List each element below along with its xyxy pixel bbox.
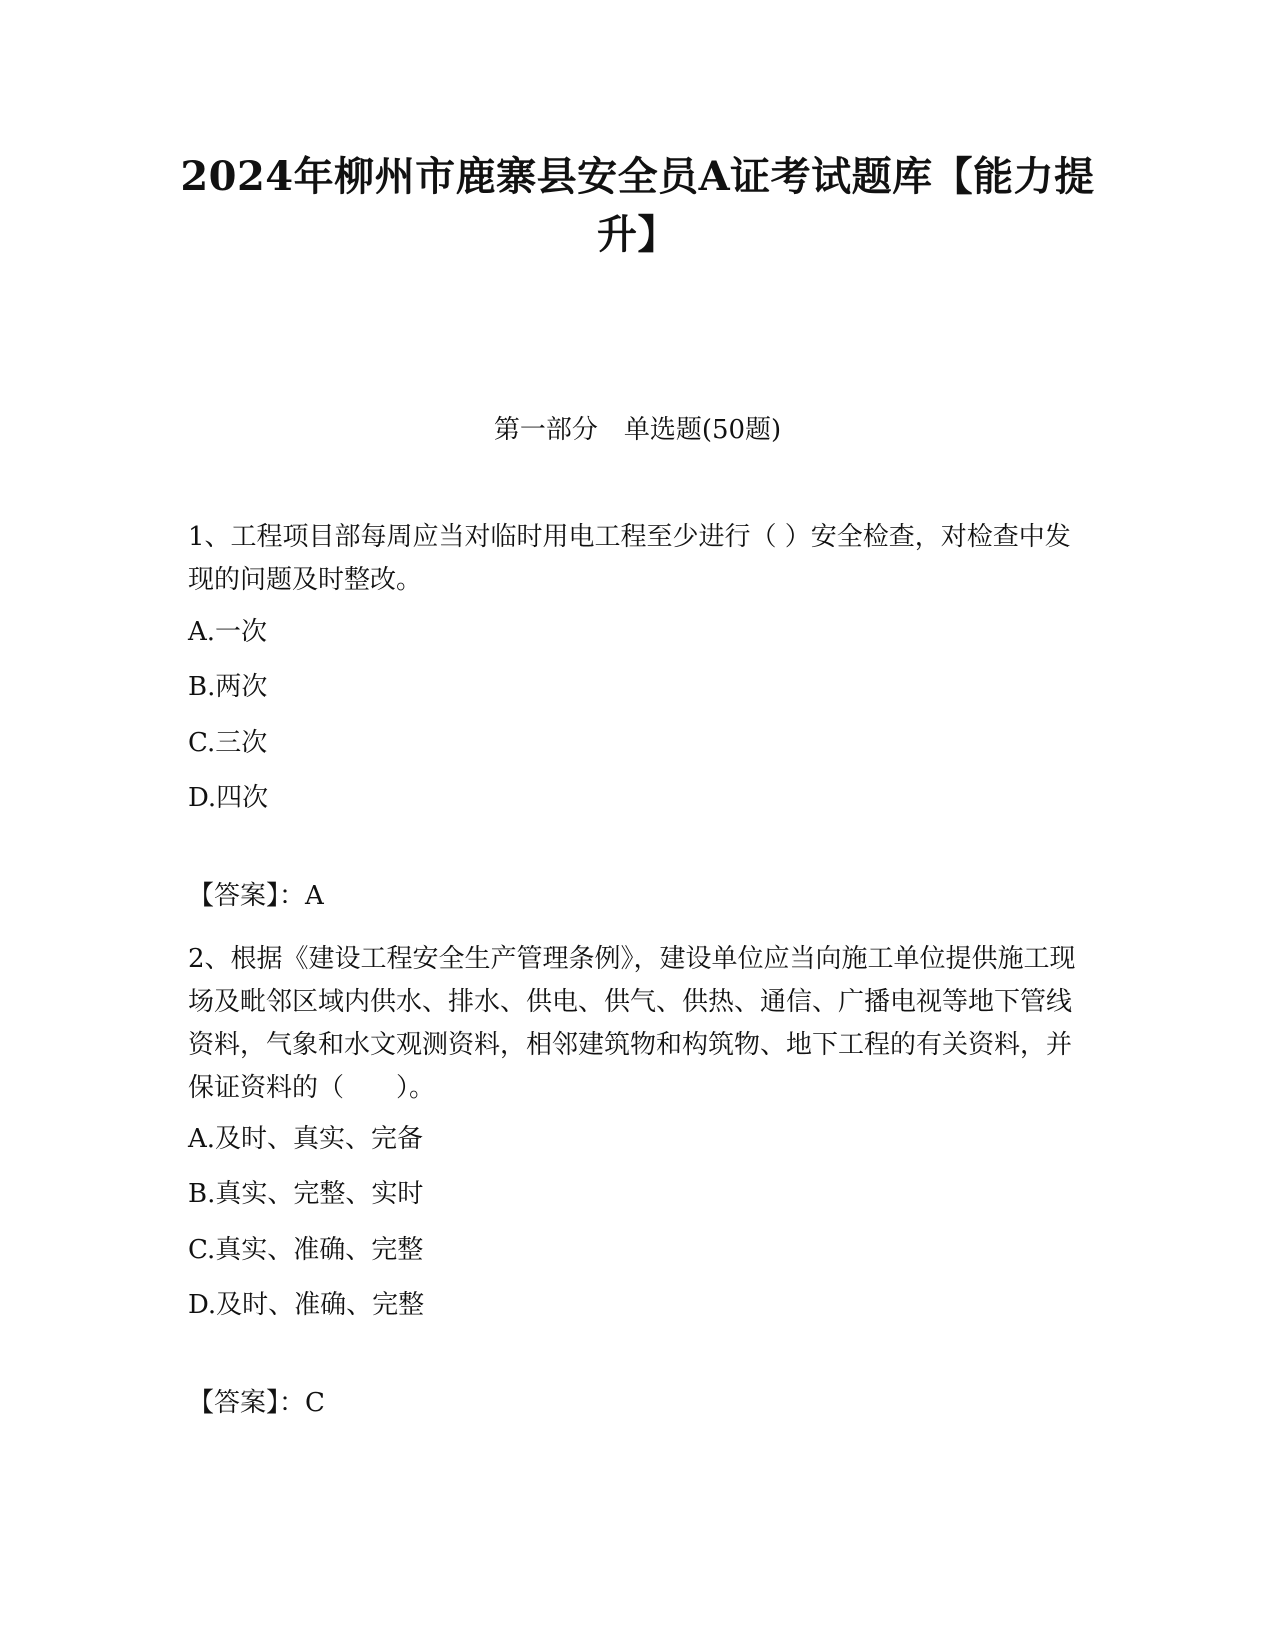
option-c: C.三次 [188, 728, 268, 758]
option-a: A.一次 [188, 617, 268, 647]
answer: 【答案】：C [188, 1388, 325, 1418]
answer: 【答案】：A [188, 881, 324, 911]
question-2 [188, 938, 1088, 1418]
question-stem: 1、工程项目部每周应当对临时用电工程至少进行（ ）安全检查，对检查中发现的问题及时整改。 [188, 522, 1071, 595]
question-1 [188, 516, 1088, 911]
option-d: D.四次 [188, 783, 269, 813]
option-a: A.及时、真实、完备 [188, 1124, 424, 1154]
option-b: B.真实、完整、实时 [188, 1179, 424, 1209]
option-d: D.及时、准确、完整 [188, 1290, 425, 1320]
option-c: C.真实、准确、完整 [188, 1235, 424, 1265]
question-stem: 2、根据《建设工程安全生产管理条例》，建设单位应当向施工单位提供施工现场及毗邻区域内供水、排水、供电、供气、供热、通信、广播电视等地下管线资料，气象和水文观测资料，相邻建筑物和构筑物、地下工程的有关资料，并保证资料的（ ）。 [188, 944, 1076, 1103]
document-title: 2024年柳州市鹿寨县安全员A证考试题库【能力提升】 [180, 153, 1095, 258]
option-b: B.两次 [188, 672, 268, 702]
section-heading: 第一部分 单选题(50题) [493, 415, 782, 445]
